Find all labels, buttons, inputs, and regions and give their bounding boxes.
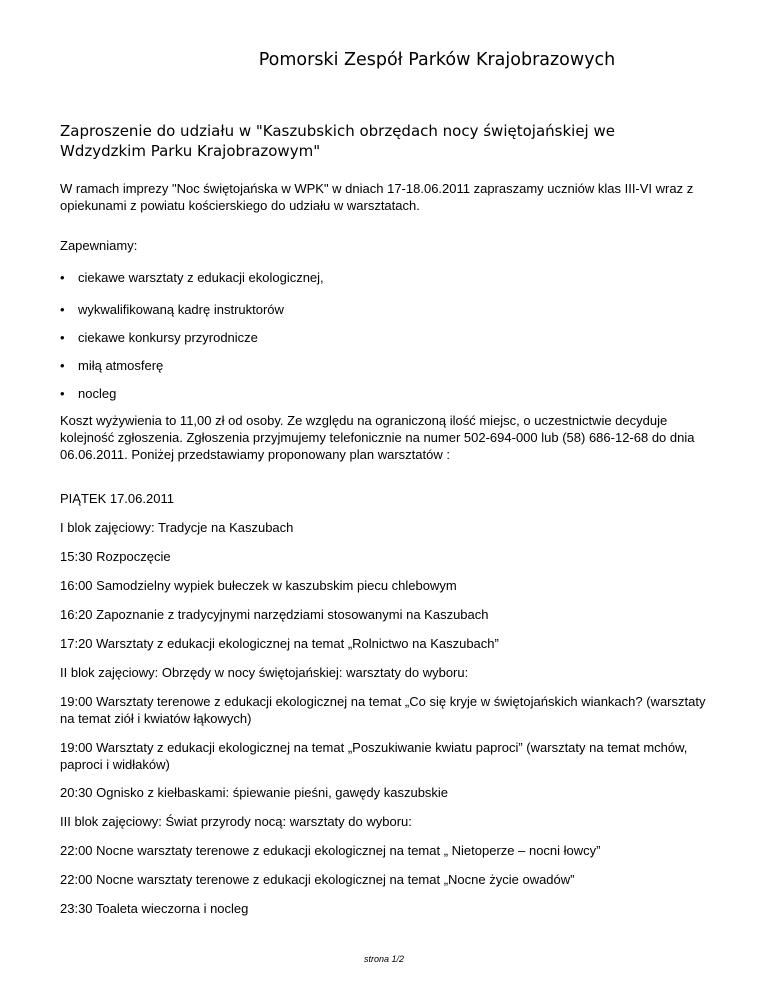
schedule-item: 16:00 Samodzielny wypiek bułeczek w kaszubskim piecu chlebowym [60, 578, 457, 593]
bullet-text: ciekawe warsztaty z edukacji ekologicznej, [78, 270, 324, 285]
schedule-item: 19:00 Warsztaty terenowe z edukacji ekologicznej na temat „Co się kryje w świętojańskich wiankach? (warsztaty na temat ziół i kwiatów łąkowych) [60, 694, 706, 726]
bullet-icon: • [60, 330, 65, 345]
schedule-item: 19:00 Warsztaty z edukacji ekologicznej na temat „Poszukiwanie kwiatu paproci” (warsztaty na temat mchów, paproci i widłaków) [60, 740, 688, 772]
schedule-item: 15:30 Rozpoczęcie [60, 549, 171, 564]
intro-paragraph: W ramach imprezy "Noc świętojańska w WPK" w dniach 17-18.06.2011 zapraszamy uczniów klas III-VI wraz z opiekunami z powiatu kościerskiego do udziału w warsztatach. [60, 181, 694, 213]
provide-heading: Zapewniamy: [60, 238, 138, 253]
schedule-item: 22:00 Nocne warsztaty terenowe z edukacji ekologicznej na temat „ Nietoperze – nocni łowcy” [60, 843, 601, 858]
bullet-icon: • [60, 270, 65, 285]
schedule-item: 16:20 Zapoznanie z tradycyjnymi narzędziami stosowanymi na Kaszubach [60, 607, 489, 622]
document-header: Pomorski Zespół Parków Krajobrazowych [258, 50, 616, 70]
schedule-item: 22:00 Nocne warsztaty terenowe z edukacji ekologicznej na temat „Nocne życie owadów” [60, 872, 575, 887]
page-number: strona 1/2 [363, 954, 405, 964]
schedule-block-heading: III blok zajęciowy: Świat przyrody nocą: warsztaty do wyboru: [60, 814, 412, 829]
schedule-day: PIĄTEK 17.06.2011 [60, 491, 174, 506]
bullet-text: nocleg [78, 386, 117, 401]
invitation-title: Zaproszenie do udziału w "Kaszubskich obrzędach nocy świętojańskiej we Wdzydzkim Parku Krajobrazowym" [60, 122, 615, 160]
schedule-block-heading: I blok zajęciowy: Tradycje na Kaszubach [60, 520, 294, 535]
cost-paragraph: Koszt wyżywienia to 11,00 zł od osoby. Ze względu na ograniczoną ilość miejsc, o uczestnictwie decyduje kolejność zgłoszenia. Zgłoszenia przyjmujemy telefonicznie na numer 502-694-000 lub (58) 686-12-68 do dnia 06.06.2011. Poniżej przedstawiamy proponowany plan warsztatów : [60, 413, 695, 462]
bullet-icon: • [60, 386, 65, 401]
bullet-text: wykwalifikowaną kadrę instruktorów [78, 302, 284, 317]
bullet-icon: • [60, 358, 65, 373]
schedule-item: 17:20 Warsztaty z edukacji ekologicznej na temat „Rolnictwo na Kaszubach” [60, 636, 499, 651]
bullet-text: miłą atmosferę [78, 358, 164, 373]
schedule-item: 20:30 Ognisko z kiełbaskami: śpiewanie pieśni, gawędy kaszubskie [60, 785, 449, 800]
schedule-block-heading: II blok zajęciowy: Obrzędy w nocy świętojańskiej: warsztaty do wyboru: [60, 665, 469, 680]
schedule-item: 23:30 Toaleta wieczorna i nocleg [60, 901, 249, 916]
bullet-icon: • [60, 302, 65, 317]
bullet-text: ciekawe konkursy przyrodnicze [78, 330, 258, 345]
